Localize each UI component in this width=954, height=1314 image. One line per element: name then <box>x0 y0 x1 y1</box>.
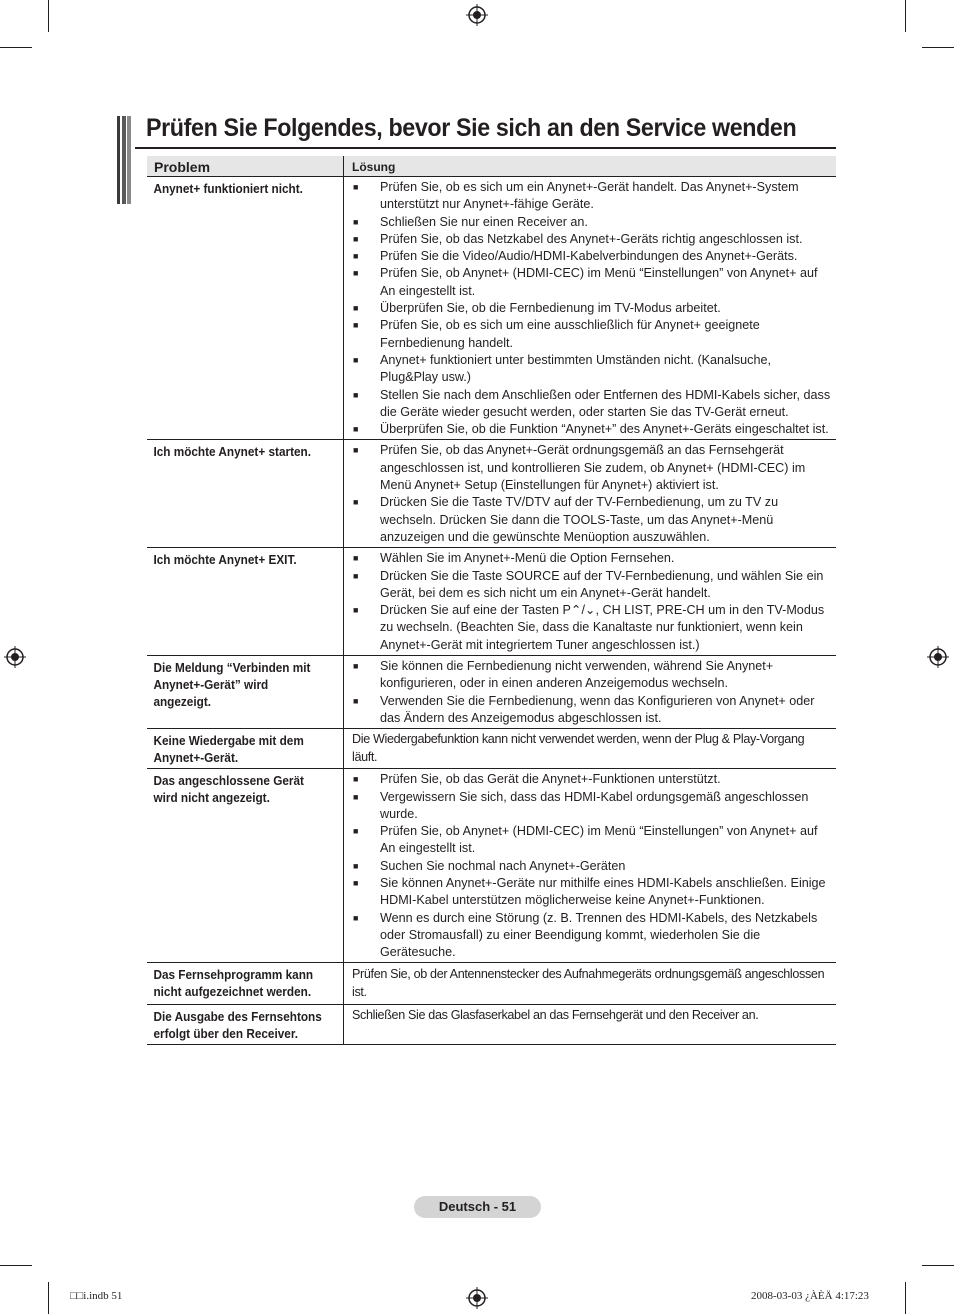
list-item: ■ Drücken Sie auf eine der Tasten P⌃/⌄, CH LIST, PRE-CH um in den TV-Modus zu wechseln. (Beachten Sie, dass die Kanaltaste nur funktioniert, wenn kein Anynet+-Gerät mit integriertem Tuner angeschlossen ist.) <box>352 602 832 654</box>
problem-cell: Ich möchte Anynet+ starten. <box>147 440 328 548</box>
solution-cell <box>344 177 837 440</box>
list-item: ■ Prüfen Sie, ob Anynet+ (HDMI-CEC) im Menü “Einstellungen” von Anynet+ auf An eingestellt ist. <box>352 265 832 300</box>
problem-cell: Ich möchte Anynet+ EXIT. <box>147 548 328 656</box>
table-header-row <box>147 156 836 177</box>
problem-cell: Die Meldung “Verbinden mit Anynet+-Gerät” wird angezeigt. <box>147 656 328 729</box>
list-item: ■ Sie können die Fernbedienung nicht verwenden, während Sie Anynet+ konfigurieren, oder in einen anderen Anzeigemodus wechseln. <box>352 658 832 693</box>
header-problem: Problem <box>147 156 344 177</box>
list-item: ■ Anynet+ funktioniert unter bestimmten Umständen nicht. (Kanalsuche, Plug&Play usw.) <box>352 352 832 387</box>
list-item: ■ Drücken Sie die Taste TV/DTV auf der TV-Fernbedienung, um zu TV zu wechseln. Drücken Sie dann die TOOLS-Taste, um das Anynet+-Menü anzuzeigen und die gewünschte Menüoption auszuwählen. <box>352 494 832 546</box>
footer-file-info: □□i.indb 51 <box>70 1290 123 1302</box>
problem-cell: Keine Wiedergabe mit dem Anynet+-Gerät. <box>147 729 328 769</box>
page-number-badge: Deutsch - 51 <box>414 1196 541 1218</box>
table-row <box>147 656 836 729</box>
crop-mark <box>905 1282 906 1314</box>
list-item: ■ Sie können Anynet+-Geräte nur mithilfe eines HDMI-Kabels anschließen. Einige HDMI-Kabel unterstützen möglicherweise keine Anynet+-Funktionen. <box>352 875 832 910</box>
list-item: ■ Wählen Sie im Anynet+-Menü die Option Fernsehen. <box>352 550 832 567</box>
solution-list <box>352 442 832 546</box>
solution-text: Die Wiedergabefunktion kann nicht verwendet werden, wenn der Plug & Play-Vorgang läuft. <box>344 729 837 769</box>
crop-mark <box>48 0 49 32</box>
title-divider <box>135 147 836 149</box>
solution-list <box>352 771 832 961</box>
problem-cell: Das angeschlossene Gerät wird nicht angezeigt. <box>147 769 328 963</box>
list-item: ■ Prüfen Sie, ob das Gerät die Anynet+-Funktionen unterstützt. <box>352 771 832 788</box>
solution-cell <box>344 548 837 656</box>
list-item: ■ Prüfen Sie, ob es sich um eine ausschließlich für Anynet+ geeignete Fernbedienung handelt. <box>352 317 832 352</box>
list-item: ■ Stellen Sie nach dem Anschließen oder Entfernen des HDMI-Kabels sicher, dass die Geräte wieder gesucht werden, oder starten Sie das TV-Gerät erneut. <box>352 387 832 422</box>
list-item: ■ Verwenden Sie die Fernbedienung, wenn das Konfigurieren von Anynet+ oder das Ändern des Anzeigemodus abgeschlossen ist. <box>352 693 832 728</box>
footer-timestamp: 2008-03-03 ¿ÀÈÄ 4:17:23 <box>751 1290 869 1302</box>
table-row <box>147 769 836 963</box>
problem-cell: Die Ausgabe des Fernsehtons erfolgt über den Receiver. <box>147 1005 328 1045</box>
list-item: ■ Prüfen Sie, ob Anynet+ (HDMI-CEC) im Menü “Einstellungen” von Anynet+ auf An eingestellt ist. <box>352 823 832 858</box>
list-item: ■ Prüfen Sie, ob das Anynet+-Gerät ordnungsgemäß an das Fernsehgerät angeschlossen ist, und kontrollieren Sie zudem, ob Anynet+ (HDMI-CEC) im Menü Anynet+ Setup (Einstellungen für Anynet+) aktiviert ist. <box>352 442 832 494</box>
list-item: ■ Suchen Sie nochmal nach Anynet+-Geräten <box>352 858 832 875</box>
solution-text: Schließen Sie das Glasfaserkabel an das Fernsehgerät und den Receiver an. <box>344 1005 837 1045</box>
list-item: ■ Vergewissern Sie sich, dass das HDMI-Kabel ordungsgemäß angeschlossen wurde. <box>352 789 832 824</box>
table-row <box>147 440 836 548</box>
solution-list <box>352 550 832 654</box>
registration-mark-icon <box>466 1287 488 1309</box>
list-item: ■ Überprüfen Sie, ob die Fernbedienung im TV-Modus arbeitet. <box>352 300 832 317</box>
table-row <box>147 729 836 769</box>
list-item: ■ Drücken Sie die Taste SOURCE auf der TV-Fernbedienung, und wählen Sie ein Gerät, bei dem es sich nicht um ein Anynet+-Gerät handelt. <box>352 568 832 603</box>
crop-mark <box>0 1265 32 1266</box>
registration-mark-icon <box>927 646 949 668</box>
solution-list <box>352 179 832 438</box>
crop-mark <box>905 0 906 32</box>
crop-mark <box>0 47 32 48</box>
troubleshooting-table <box>147 156 836 1045</box>
list-item: ■ Prüfen Sie, ob es sich um ein Anynet+-Gerät handelt. Das Anynet+-System unterstützt nur Anynet+-fähige Geräte. <box>352 179 832 214</box>
solution-text: Prüfen Sie, ob der Antennenstecker des Aufnahmegeräts ordnungsgemäß angeschlossen ist. <box>344 963 837 1005</box>
solution-cell <box>344 656 837 729</box>
table-row <box>147 548 836 656</box>
crop-mark <box>922 1265 954 1266</box>
crop-mark <box>922 47 954 48</box>
problem-cell: Anynet+ funktioniert nicht. <box>147 177 328 440</box>
list-item: ■ Prüfen Sie, ob das Netzkabel des Anynet+-Geräts richtig angeschlossen ist. <box>352 231 832 248</box>
crop-mark <box>48 1282 49 1314</box>
page-title: Prüfen Sie Folgendes, bevor Sie sich an den Service wenden <box>146 114 797 142</box>
table-row <box>147 177 836 440</box>
list-item: ■ Prüfen Sie die Video/Audio/HDMI-Kabelverbindungen des Anynet+-Geräts. <box>352 248 832 265</box>
solution-list <box>352 658 832 727</box>
solution-cell <box>344 440 837 548</box>
list-item: ■ Schließen Sie nur einen Receiver an. <box>352 214 832 231</box>
table-row <box>147 1005 836 1045</box>
registration-mark-icon <box>4 646 26 668</box>
list-item: ■ Wenn es durch eine Störung (z. B. Trennen des HDMI-Kabels, des Netzkabels oder Stromausfall) zu einer Beendigung kommt, wiederholen Sie die Gerätesuche. <box>352 910 832 962</box>
solution-cell <box>344 769 837 963</box>
table-row <box>147 963 836 1005</box>
list-item: ■ Überprüfen Sie, ob die Funktion “Anynet+” des Anynet+-Geräts eingeschaltet ist. <box>352 421 832 438</box>
registration-mark-icon <box>466 4 488 26</box>
header-solution: Lösung <box>344 156 837 177</box>
section-bar <box>117 116 131 204</box>
problem-cell: Das Fernsehprogramm kann nicht aufgezeichnet werden. <box>147 963 328 1005</box>
